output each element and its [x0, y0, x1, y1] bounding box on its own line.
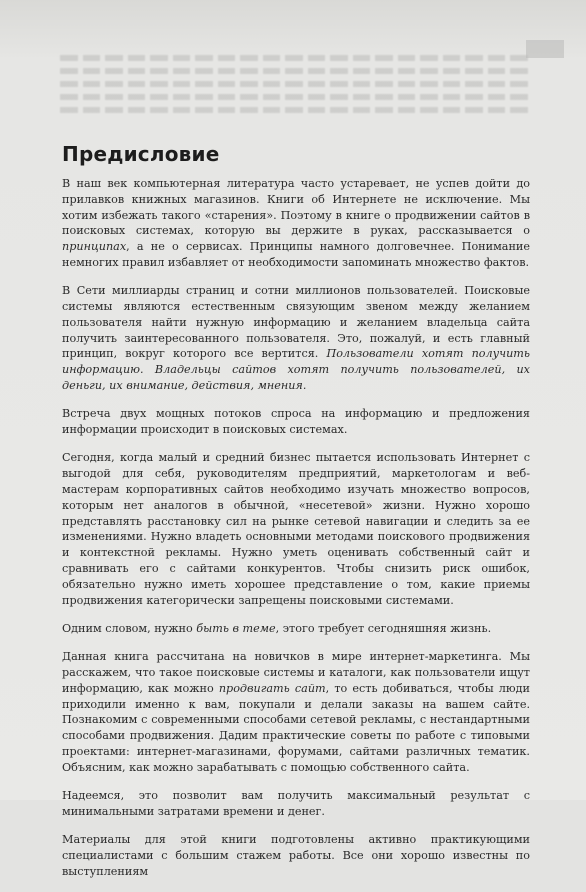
emphasis-text: Пользователи хотят получить информацию. Владельцы сайтов хотят получить пользователей, их деньги, их внимание, действия, мнения.: [62, 347, 530, 393]
paragraph-text: Материалы для этой книги подготовлены активно практикующими специалистами с большим стажем работы. Все они хорошо известны по выступлениям: [62, 833, 530, 878]
paragraph: [62, 450, 530, 608]
emphasis-text: быть в теме: [196, 621, 276, 635]
page-corner-mark: [526, 40, 564, 58]
paragraph: [62, 176, 530, 271]
show-through-text: [60, 55, 530, 135]
page-content: [62, 142, 530, 892]
paragraph-text: В Сети миллиарды страниц и сотни миллионов пользователей. Поисковые системы являются естественным связующим звеном между желанием пользователя найти нужную информацию и желанием владельца сайта получить заинтересованного пользователя. Это, пожалуй, и есть главный принцип, вокруг которого все вертится.: [62, 284, 530, 361]
paragraph: [62, 788, 530, 820]
paragraph-text: , этого требует сегодняшняя жизнь.: [275, 621, 492, 635]
page-title: Предисловие: [62, 142, 220, 166]
paragraph: [62, 621, 530, 637]
body-text: [62, 176, 530, 880]
paragraph-text: , а не о сервисах. Принципы намного долговечнее. Понимание немногих правил избавляет от необходимости запоминать множество фактов.: [62, 240, 530, 269]
paragraph-text: Сегодня, когда малый и средний бизнес пытается использовать Интернет с выгодой для себя, руководителям предприятий, маркетологам и веб-мастерам корпоративных сайтов необходимо изучать множество вопросов, которым нет аналогов в обычной, «несетевой» жизни. Нужно хорошо представлять расстановку сил на рынке сетевой навигации и следить за ее изменениями. Нужно владеть основными методами поискового продвижения и контекстной рекламы. Нужно уметь оценивать собственный сайт и сравнивать его с сайтами конкурентов. Чтобы снизить риск ошибок, обязательно нужно иметь хорошее представление о том, какие приемы продвижения категорически запрещены поисковыми системами.: [62, 451, 530, 607]
emphasis-text: принципах: [62, 240, 127, 254]
paragraph: [62, 832, 530, 879]
paragraph: [62, 283, 530, 394]
paragraph-text: В наш век компьютерная литература часто устаревает, не успев дойти до прилавков книжных магазинов. Книги об Интернете не исключение. Мы хотим избежать такого «старения». Поэтому в книге о продвижении сайтов в поисковых системах, которую вы держите в руках, рассказывается о: [62, 177, 530, 238]
paragraph-text: Надеемся, это позволит вам получить максимальный результат с минимальными затратами времени и денег.: [62, 789, 530, 818]
paragraph-text: Одним словом, нужно: [62, 621, 197, 635]
paragraph: [62, 406, 530, 438]
emphasis-text: продвигать сайт: [218, 681, 326, 695]
paragraph-text: Встреча двух мощных потоков спроса на информацию и предложения информации происходит в поисковых системах.: [62, 407, 530, 437]
paragraph: [62, 649, 530, 775]
paragraph-text: , то есть добиваться, чтобы люди приходили именно к вам, покупали и делали заказы на вашем сайте. Познакомим с современными способами сетевой рекламы, с нестандартными способами продвижения. Дадим практические советы по работе с типовыми проектами: интернет-магазинами, форумами, сайтами различных тематик. Объясним, как можно зарабатывать с помощью собственного сайта.: [62, 681, 530, 774]
paragraph-text: Данная книга рассчитана на новичков в мире интернет-маркетинга. Мы расскажем, что такое поисковые системы и каталоги, как пользователи ищут информацию, как можно: [62, 650, 530, 695]
